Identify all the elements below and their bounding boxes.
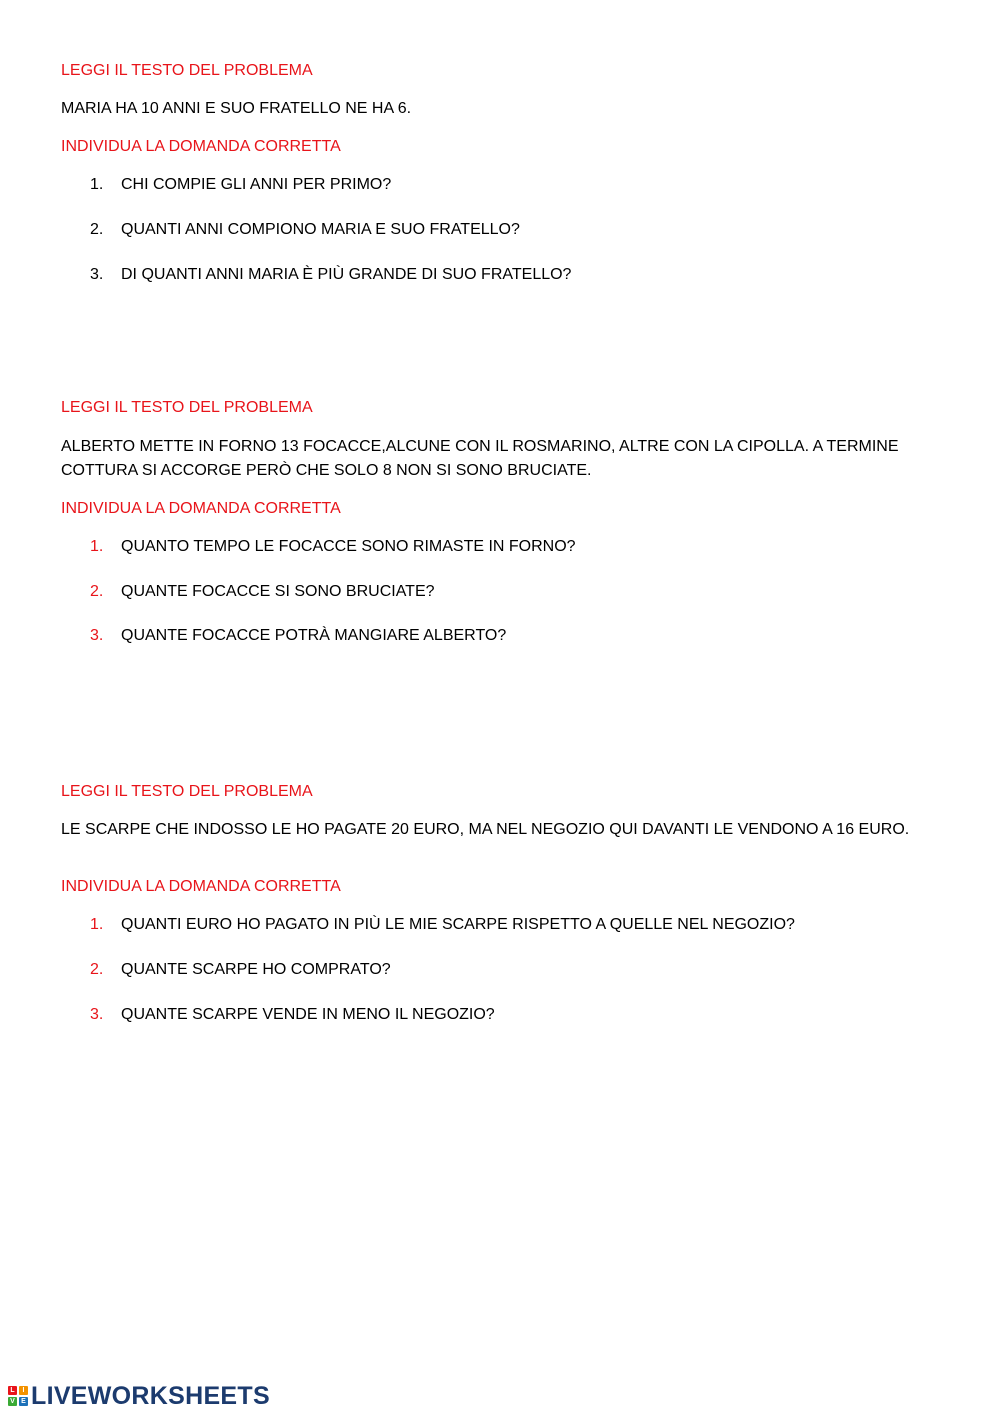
logo-letter: V: [8, 1397, 17, 1406]
section-2-option-3[interactable]: [90, 624, 506, 648]
logo-letter: L: [8, 1386, 17, 1395]
section-2-option-1[interactable]: [90, 535, 576, 559]
section-1-option-2[interactable]: [90, 218, 520, 242]
option-number: 2.: [90, 583, 104, 600]
option-number: 3.: [90, 627, 104, 644]
brand-name: LIVEWORKSHEETS: [31, 1381, 270, 1410]
option-text: QUANTE SCARPE VENDE IN MENO IL NEGOZIO?: [121, 1006, 495, 1023]
logo-letter: I: [19, 1386, 28, 1395]
section-3-question-heading: INDIVIDUA LA DOMANDA CORRETTA: [61, 878, 341, 895]
option-number: 3.: [90, 266, 104, 283]
option-number: 3.: [90, 1006, 104, 1023]
option-number: 1.: [90, 916, 104, 933]
liveworksheets-logo: [8, 1381, 270, 1411]
section-2-question-heading: INDIVIDUA LA DOMANDA CORRETTA: [61, 500, 341, 517]
option-number: 1.: [90, 176, 104, 193]
option-text: DI QUANTI ANNI MARIA È PIÙ GRANDE DI SUO FRATELLO?: [121, 266, 572, 283]
option-number: 2.: [90, 961, 104, 978]
section-3-heading: LEGGI IL TESTO DEL PROBLEMA: [61, 783, 313, 800]
section-1-option-3[interactable]: [90, 263, 571, 287]
section-1-problem: MARIA HA 10 ANNI E SUO FRATELLO NE HA 6.: [61, 100, 412, 117]
section-3-option-2[interactable]: [90, 958, 391, 982]
option-text: QUANTE FOCACCE SI SONO BRUCIATE?: [121, 583, 435, 600]
logo-grid-icon: [8, 1386, 28, 1406]
section-1-question-heading: INDIVIDUA LA DOMANDA CORRETTA: [61, 138, 341, 155]
section-3-problem: LE SCARPE CHE INDOSSO LE HO PAGATE 20 EURO, MA NEL NEGOZIO QUI DAVANTI LE VENDONO A 16 EURO.: [61, 821, 910, 838]
section-3-option-1[interactable]: [90, 913, 795, 937]
option-text: QUANTO TEMPO LE FOCACCE SONO RIMASTE IN FORNO?: [121, 538, 576, 555]
option-text: QUANTE SCARPE HO COMPRATO?: [121, 961, 391, 978]
logo-letter: E: [19, 1397, 28, 1406]
option-number: 2.: [90, 221, 104, 238]
option-text: QUANTE FOCACCE POTRÀ MANGIARE ALBERTO?: [121, 627, 507, 644]
section-2-option-2[interactable]: [90, 580, 435, 604]
option-text: QUANTI ANNI COMPIONO MARIA E SUO FRATELLO?: [121, 221, 520, 238]
section-2-problem: ALBERTO METTE IN FORNO 13 FOCACCE,ALCUNE CON IL ROSMARINO, ALTRE CON LA CIPOLLA. A TERMINE COTTURA SI ACCORGE PERÒ CHE SOLO 8 NON SI SONO BRUCIATE.: [61, 438, 899, 479]
section-3-option-3[interactable]: [90, 1003, 495, 1027]
section-2-heading: LEGGI IL TESTO DEL PROBLEMA: [61, 399, 313, 416]
option-number: 1.: [90, 538, 104, 555]
section-1-option-1[interactable]: [90, 173, 391, 197]
option-text: CHI COMPIE GLI ANNI PER PRIMO?: [121, 176, 392, 193]
section-1-heading: LEGGI IL TESTO DEL PROBLEMA: [61, 62, 313, 79]
option-text: QUANTI EURO HO PAGATO IN PIÙ LE MIE SCARPE RISPETTO A QUELLE NEL NEGOZIO?: [121, 916, 795, 933]
